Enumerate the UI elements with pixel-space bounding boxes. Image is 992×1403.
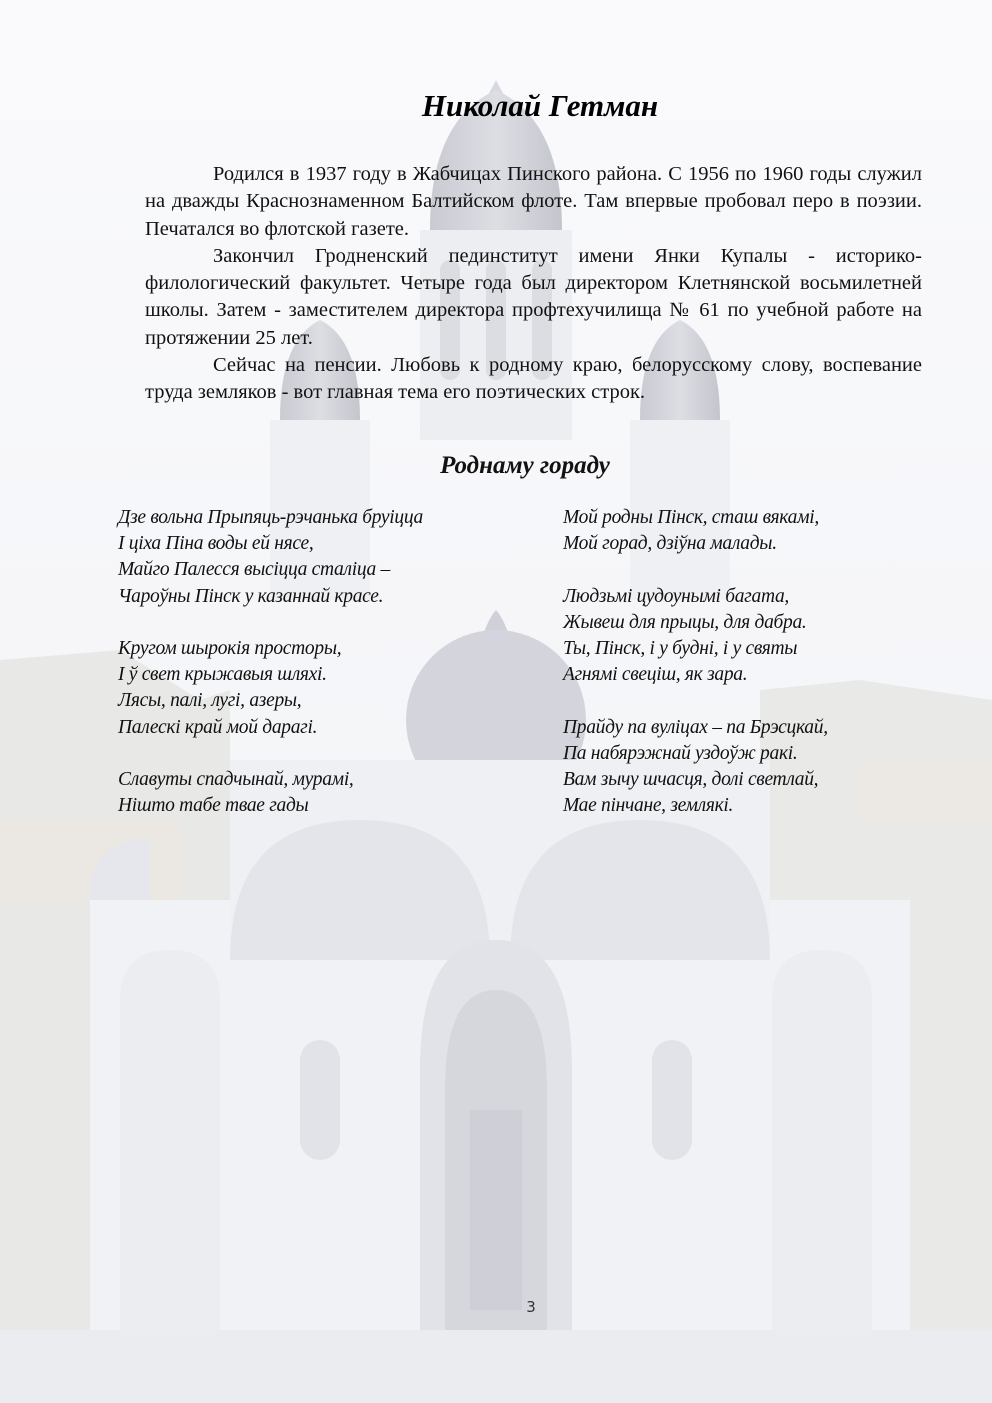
poem-line: Кругом шырокія просторы,	[118, 638, 342, 659]
author-name: Николай Гетман	[421, 88, 659, 123]
bio-paragraph: Родился в 1937 году в Жабчицах Пинского района. С 1956 по 1960 годы служил на дважды Краснознаменном Балтийском флоте. Там впервые пробовал перо в поэзии. Печатался во флотской газете.	[145, 163, 922, 240]
poem-title: Роднаму гораду	[440, 452, 610, 479]
stanza	[118, 505, 478, 610]
author-biography	[145, 161, 922, 407]
poem-line: Славуты спадчынай, мурамі,	[118, 769, 354, 790]
poem-line: Ты, Пінск, і у будні, і у святы	[563, 638, 798, 659]
bio-paragraph: Сейчас на пенсии. Любовь к родному краю, белорусскому слову, воспевание труда земляков - вот главная тема его поэтических строк.	[145, 354, 922, 404]
poem-line: Людзьмі цудоунымі багата,	[563, 585, 789, 607]
poem-line: І ціха Піна воды ей нясе,	[118, 533, 314, 555]
bio-paragraph: Закончил Гродненский пединститут имени Янки Купалы - историко-филологический факультет. Четыре года был директором Клетнянской восьмилетней школы. Затем - заместителем директора профтехучилища № 61 по учебной работе на протяжении 25 лет.	[145, 244, 922, 349]
page-number: 3	[526, 1298, 536, 1316]
poem-line: Нішто табе твае гады	[118, 795, 309, 817]
stanza	[563, 584, 923, 689]
poem-line: Жывеш для прыцы, для дабра.	[563, 611, 807, 633]
stanza	[118, 767, 478, 819]
poem-line: Лясы, палі, лугі, азеры,	[118, 690, 302, 712]
stanza	[118, 636, 478, 741]
poem-line: Мой родны Пінск, сташ вякамі,	[563, 507, 819, 528]
poem-line: Мой горад, дзіўна малады.	[563, 533, 777, 555]
poem-line: Агнямі свеціш, як зара.	[563, 664, 748, 686]
poem-line: Мае пінчане, землякі.	[563, 795, 734, 817]
poem-left-column	[118, 505, 478, 846]
poem-line: Вам зычу шчасця, долі светлай,	[563, 769, 819, 790]
stanza	[563, 715, 923, 820]
poem-line: І ў свет крыжавыя шляхі.	[118, 664, 327, 686]
poem-line: Майго Палесся высіцца сталіца –	[118, 559, 390, 581]
poem-line: Дзе вольна Прыпяць-рэчанька бруіцца	[118, 507, 423, 528]
poem-line: Прайду па вуліцах – па Брэсцкай,	[563, 716, 828, 738]
poem-line: Па набярэжнай уздоўж ракі.	[563, 742, 798, 764]
poem-line: Чароўны Пінск у казаннай красе.	[118, 585, 384, 607]
poem-right-column	[563, 505, 923, 846]
poem-line: Палескі край мой дарагі.	[118, 716, 318, 738]
stanza	[563, 505, 923, 557]
